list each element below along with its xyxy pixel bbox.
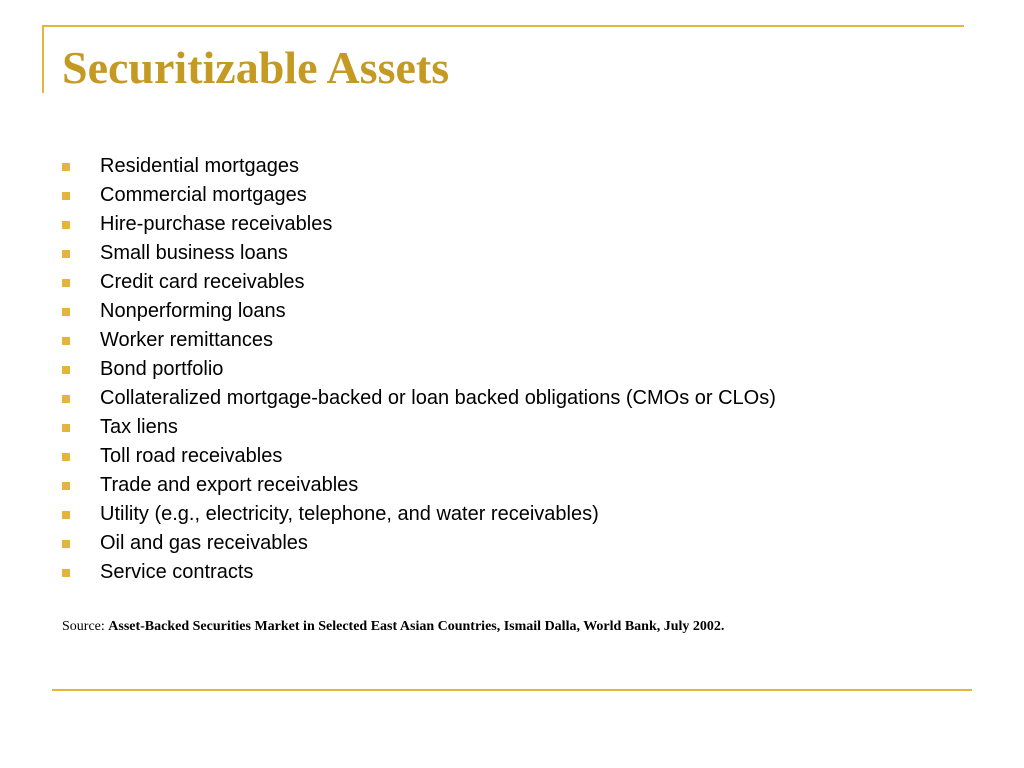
bullet-text: Hire-purchase receivables	[100, 213, 333, 235]
bullet-item	[62, 558, 776, 587]
bullet-item	[62, 268, 776, 297]
bullet-text: Small business loans	[100, 242, 288, 264]
bullet-text: Nonperforming loans	[100, 300, 286, 322]
bullet-text: Residential mortgages	[100, 155, 299, 177]
bottom-rule	[52, 689, 972, 691]
square-bullet-icon	[62, 453, 70, 461]
bullet-item	[62, 442, 776, 471]
bullet-text: Tax liens	[100, 416, 178, 438]
square-bullet-icon	[62, 337, 70, 345]
square-bullet-icon	[62, 569, 70, 577]
square-bullet-icon	[62, 250, 70, 258]
bullet-item	[62, 413, 776, 442]
bullet-text: Toll road receivables	[100, 445, 283, 467]
bullet-item	[62, 384, 776, 413]
square-bullet-icon	[62, 192, 70, 200]
bullet-item	[62, 529, 776, 558]
square-bullet-icon	[62, 395, 70, 403]
bullet-text: Utility (e.g., electricity, telephone, and water receivables)	[100, 503, 599, 525]
source-label: Source:	[62, 619, 105, 634]
bullet-item	[62, 471, 776, 500]
square-bullet-icon	[62, 279, 70, 287]
square-bullet-icon	[62, 482, 70, 490]
square-bullet-icon	[62, 163, 70, 171]
bullet-item	[62, 297, 776, 326]
bullet-item	[62, 355, 776, 384]
source-citation	[62, 617, 724, 637]
top-frame-rule	[42, 25, 964, 27]
bullet-item	[62, 500, 776, 529]
square-bullet-icon	[62, 511, 70, 519]
bullet-item	[62, 239, 776, 268]
bullet-text: Service contracts	[100, 561, 254, 583]
bullet-text: Worker remittances	[100, 329, 274, 351]
square-bullet-icon	[62, 308, 70, 316]
square-bullet-icon	[62, 540, 70, 548]
bullet-text: Commercial mortgages	[100, 184, 307, 206]
source-reference: Asset-Backed Securities Market in Selected East Asian Countries, Ismail Dalla, World Bank, July 2002.	[108, 619, 725, 634]
square-bullet-icon	[62, 424, 70, 432]
left-frame-rule	[42, 25, 44, 93]
bullet-item	[62, 210, 776, 239]
bullet-text: Trade and export receivables	[100, 474, 359, 496]
bullet-item	[62, 181, 776, 210]
bullet-text: Collateralized mortgage-backed or loan backed obligations (CMOs or CLOs)	[100, 387, 776, 409]
bullet-item	[62, 326, 776, 355]
bullet-text: Oil and gas receivables	[100, 532, 308, 554]
bullet-text: Credit card receivables	[100, 271, 305, 293]
square-bullet-icon	[62, 366, 70, 374]
bullet-list	[62, 152, 776, 587]
slide-title: Securitizable Assets	[62, 42, 450, 93]
square-bullet-icon	[62, 221, 70, 229]
bullet-text: Bond portfolio	[100, 358, 224, 380]
bullet-item	[62, 152, 776, 181]
